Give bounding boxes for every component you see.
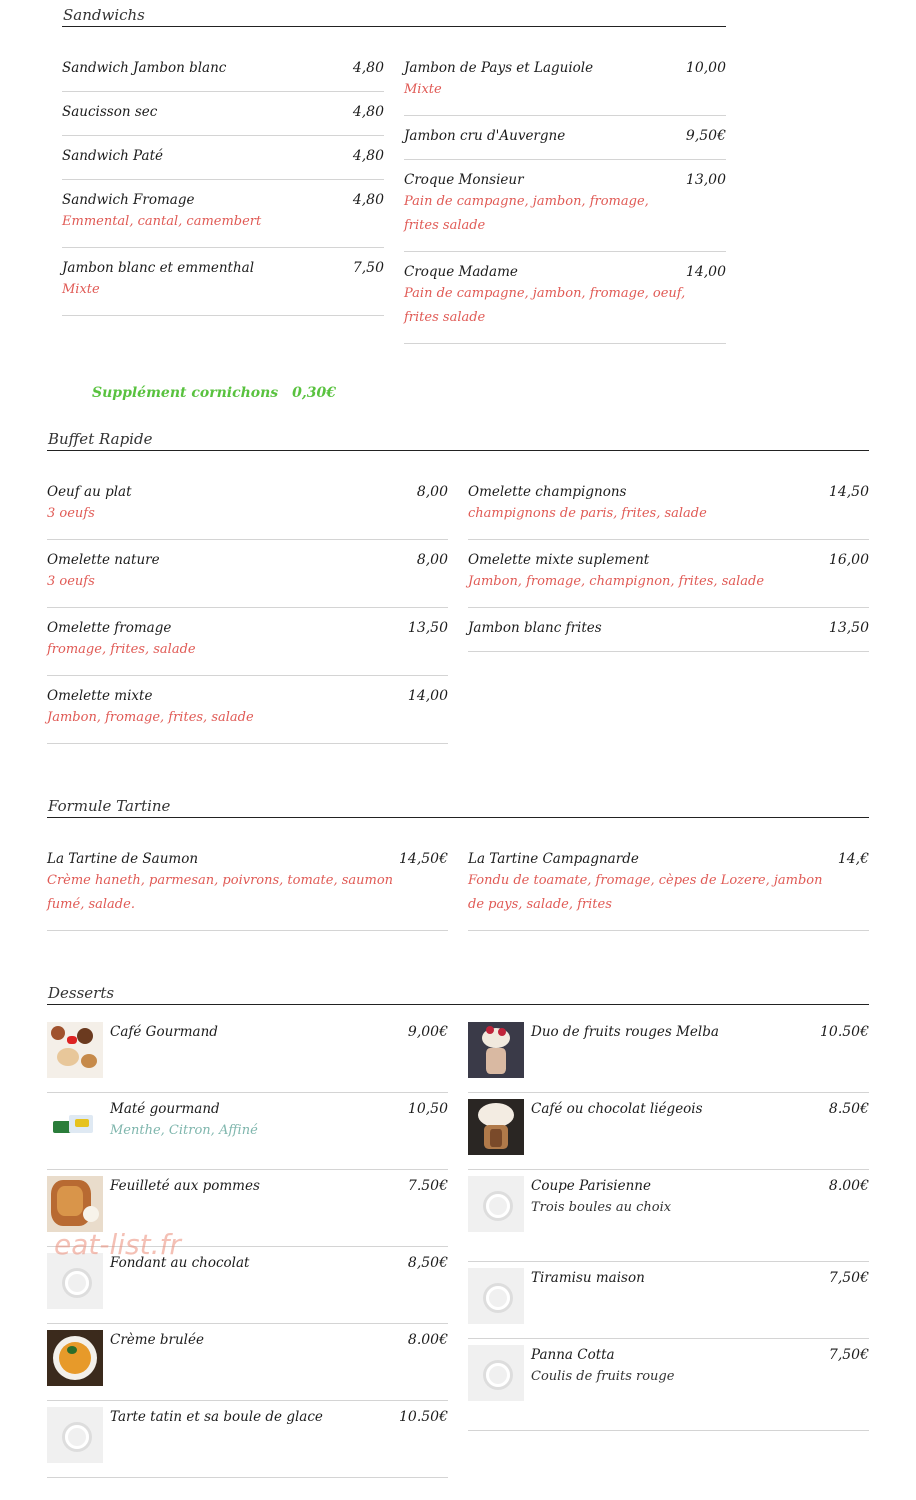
menu-item [47, 608, 448, 676]
item-description: Coulis de fruits rouge [531, 1369, 675, 1384]
item-price: 8.50€ [828, 1101, 869, 1117]
item-name: Tiramisu maison [531, 1270, 645, 1286]
menu-item [62, 136, 384, 180]
dish-photo [468, 1022, 524, 1078]
item-name: Sandwich Jambon blanc [62, 60, 227, 76]
menu-item [404, 48, 726, 116]
item-name: Panna Cotta [531, 1347, 615, 1363]
item-description: Emmental, cantal, camembert [62, 214, 262, 229]
dish-photo [468, 1099, 524, 1155]
item-name: Omelette mixte [47, 688, 153, 704]
item-name: Omelette champignons [468, 484, 627, 500]
menu-item [62, 48, 384, 92]
item-name: Sandwich Fromage [62, 192, 195, 208]
menu-item [468, 540, 869, 608]
dish-photo [47, 1330, 103, 1386]
item-price: 14,00 [685, 264, 726, 280]
menu-item [62, 180, 384, 248]
item-price: 10,00 [685, 60, 726, 76]
item-description: Jambon, fromage, champignon, frites, salade [468, 574, 765, 589]
item-price: 4,80 [352, 60, 384, 76]
item-description: champignons de paris, frites, salade [468, 506, 707, 521]
placeholder-image-icon [468, 1176, 524, 1232]
section-buffet [47, 428, 869, 725]
section-title: Sandwichs [62, 4, 726, 27]
menu-item [47, 1401, 448, 1478]
item-name: Coupe Parisienne [531, 1178, 651, 1194]
menu-item [404, 252, 726, 344]
item-name: Jambon de Pays et Laguiole [404, 60, 594, 76]
item-description: fumé, salade. [47, 897, 135, 912]
menu-item [47, 472, 448, 540]
menu-item [47, 1093, 448, 1170]
item-price: 8.00€ [828, 1178, 869, 1194]
section-title: Formule Tartine [47, 795, 869, 818]
placeholder-image-icon [47, 1407, 103, 1463]
section-sandwichs [62, 4, 726, 325]
item-description: Menthe, Citron, Affiné [110, 1123, 258, 1138]
menu-item [468, 472, 869, 540]
placeholder-image-icon [468, 1268, 524, 1324]
item-price: 14,50 [828, 484, 869, 500]
menu-item [468, 608, 869, 652]
menu-item [47, 1324, 448, 1401]
item-name: Feuilleté aux pommes [110, 1178, 260, 1194]
item-name: Tarte tatin et sa boule de glace [110, 1409, 323, 1425]
supplement-line [92, 385, 336, 401]
menu-item [62, 248, 384, 316]
item-price: 4,80 [352, 192, 384, 208]
item-name: Saucisson sec [62, 104, 158, 120]
item-description: Pain de campagne, jambon, fromage, [404, 194, 649, 209]
menu-item [404, 116, 726, 160]
menu-item [47, 676, 448, 744]
item-description: frites salade [404, 310, 486, 325]
item-description: 3 oeufs [47, 574, 95, 589]
item-price: 9,50€ [685, 128, 726, 144]
item-name: Croque Madame [404, 264, 518, 280]
section-title: Buffet Rapide [47, 428, 869, 451]
item-description: de pays, salade, frites [468, 897, 612, 912]
item-name: La Tartine de Saumon [47, 851, 199, 867]
item-price: 4,80 [352, 104, 384, 120]
menu-item [468, 1016, 869, 1093]
supplement-label: Supplément cornichons [92, 385, 279, 401]
menu-item [47, 1016, 448, 1093]
item-price: 14,00 [407, 688, 448, 704]
item-name: Omelette nature [47, 552, 160, 568]
watermark: eat-list.fr [54, 1228, 181, 1261]
item-name: Croque Monsieur [404, 172, 524, 188]
menu-item [468, 1093, 869, 1170]
item-name: Omelette mixte suplement [468, 552, 650, 568]
dish-photo [47, 1022, 103, 1078]
item-name: Café ou chocolat liégeois [531, 1101, 703, 1117]
item-price: 10.50€ [820, 1024, 869, 1040]
item-price: 7,50€ [828, 1270, 869, 1286]
item-name: Café Gourmand [110, 1024, 218, 1040]
item-name: Crème brulée [110, 1332, 204, 1348]
menu-item [62, 92, 384, 136]
item-name: Duo de fruits rouges Melba [531, 1024, 719, 1040]
menu-item [47, 540, 448, 608]
item-price: 10,50 [407, 1101, 448, 1117]
item-description: frites salade [404, 218, 486, 233]
item-price: 7,50 [352, 260, 384, 276]
item-description: Crème haneth, parmesan, poivrons, tomate, saumon [47, 873, 394, 888]
item-name: Sandwich Paté [62, 148, 163, 164]
item-price: 14,€ [837, 851, 869, 867]
menu-item [468, 839, 869, 931]
item-price: 14,50€ [399, 851, 448, 867]
item-price: 8,00 [416, 484, 448, 500]
menu-item [468, 1262, 869, 1339]
item-price: 13,00 [685, 172, 726, 188]
menu-item [468, 1339, 869, 1431]
item-price: 9,00€ [407, 1024, 448, 1040]
supplement-price: 0,30€ [292, 385, 337, 401]
item-price: 13,50 [407, 620, 448, 636]
item-description: Jambon, fromage, frites, salade [47, 710, 254, 725]
item-name: Oeuf au plat [47, 484, 132, 500]
item-description: Trois boules au choix [531, 1200, 672, 1215]
item-price: 13,50 [828, 620, 869, 636]
item-price: 8,50€ [407, 1255, 448, 1271]
item-name: Jambon blanc frites [468, 620, 602, 636]
placeholder-image-icon [468, 1345, 524, 1401]
item-price: 10.50€ [399, 1409, 448, 1425]
menu-item [47, 839, 448, 931]
item-price: 7,50€ [828, 1347, 869, 1363]
item-name: Omelette fromage [47, 620, 172, 636]
item-name: Fondant au chocolat [110, 1255, 250, 1271]
item-price: 8,00 [416, 552, 448, 568]
item-description: Mixte [62, 282, 100, 297]
item-description: Mixte [404, 82, 442, 97]
item-name: Maté gourmand [110, 1101, 220, 1117]
item-name: Jambon blanc et emmenthal [62, 260, 255, 276]
placeholder-image-icon [47, 1253, 103, 1309]
item-description: 3 oeufs [47, 506, 95, 521]
item-description: fromage, frites, salade [47, 642, 196, 657]
item-description: Fondu de toamate, fromage, cèpes de Lozere, jambon [468, 873, 823, 888]
section-title: Desserts [47, 982, 869, 1005]
menu-item [404, 160, 726, 252]
menu-item [468, 1170, 869, 1262]
item-name: Jambon cru d'Auvergne [404, 128, 566, 144]
item-name: La Tartine Campagnarde [468, 851, 639, 867]
section-tartine [47, 795, 869, 912]
item-price: 7.50€ [407, 1178, 448, 1194]
item-description: Pain de campagne, jambon, fromage, oeuf, [404, 286, 686, 301]
item-price: 16,00 [828, 552, 869, 568]
item-price: 4,80 [352, 148, 384, 164]
dish-photo [47, 1176, 103, 1232]
dish-photo [47, 1099, 103, 1155]
item-price: 8.00€ [407, 1332, 448, 1348]
